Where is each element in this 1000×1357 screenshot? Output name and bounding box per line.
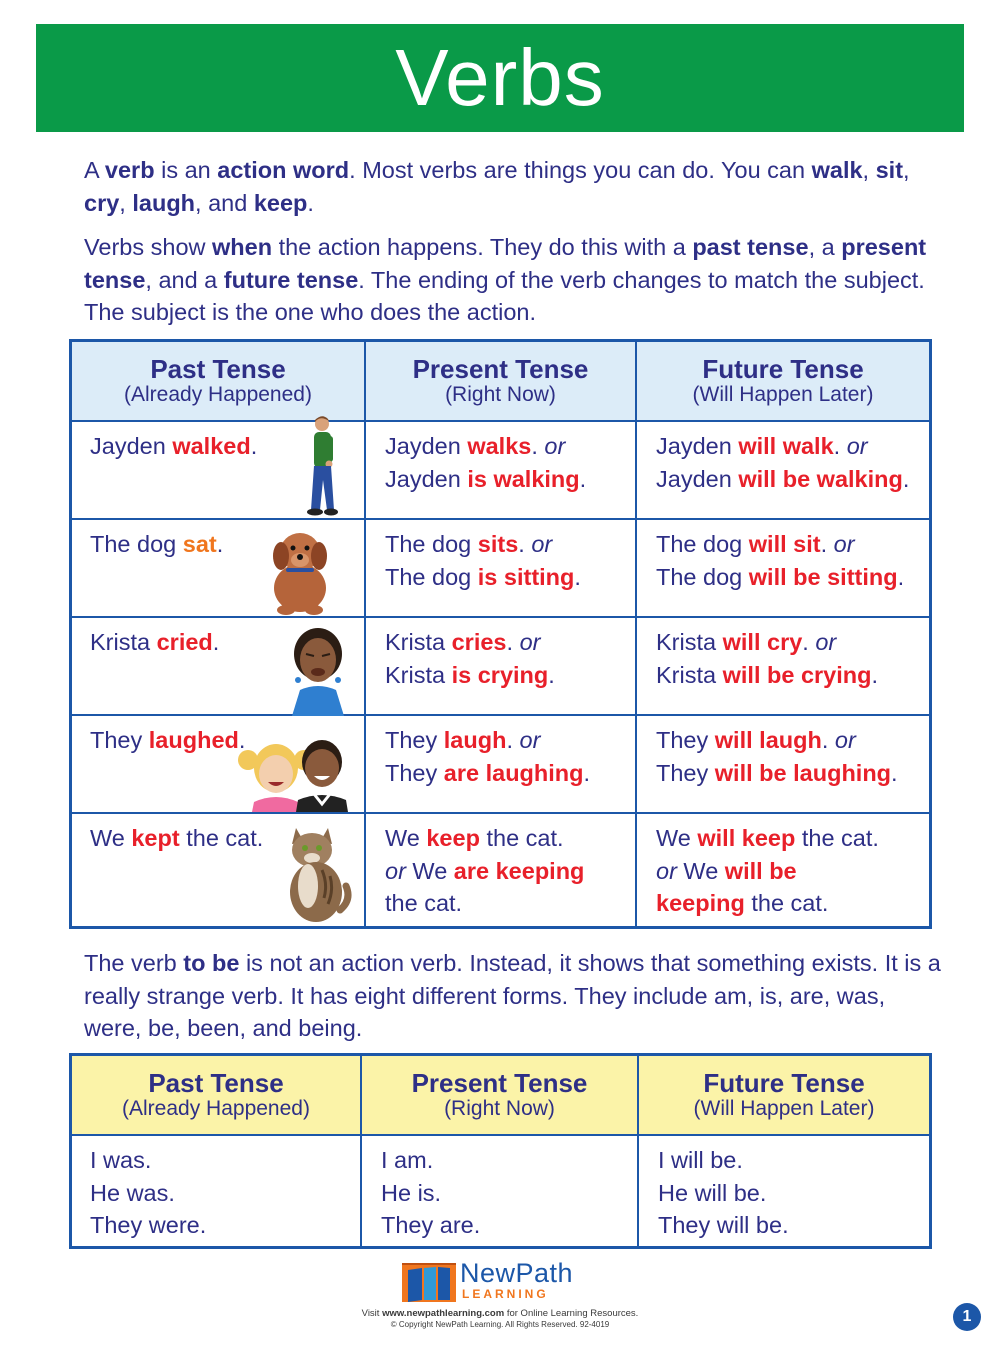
or-connector: or (519, 629, 541, 655)
future-sentence (656, 822, 879, 920)
cat-illustration (282, 820, 352, 924)
present-sentence (385, 626, 555, 691)
future-sentence (656, 528, 904, 593)
text-run: Jayden (656, 465, 739, 492)
future-cell (637, 1136, 929, 1246)
bold-term: future tense (223, 266, 359, 293)
text-run: . (216, 531, 224, 557)
sentence-line (385, 626, 555, 659)
text-run: . Most verbs are things you can do. You can (349, 157, 812, 183)
text-run: . (518, 531, 532, 557)
sentence-line (90, 724, 245, 757)
bold-term: past tense (692, 234, 809, 260)
verb-highlight: laughed (148, 727, 239, 753)
sentence-line (656, 855, 879, 888)
sentence-line (656, 430, 909, 463)
sentence-line (385, 757, 590, 790)
text-run: They (385, 727, 444, 753)
text-run: We (385, 825, 427, 851)
form-line: I will be. (658, 1147, 743, 1173)
future-sentence (656, 724, 898, 789)
text-run: the action happens. They do this with a (272, 234, 693, 260)
text-run: . (548, 661, 555, 688)
bold-term: action word (217, 157, 350, 183)
bold-term: sit (875, 157, 904, 183)
or-connector: or (846, 433, 868, 459)
intro-paragraph-2 (84, 231, 944, 329)
website-link[interactable]: www.newpathlearning.com (382, 1308, 505, 1319)
text-run: the cat. (479, 825, 564, 851)
present-sentence (385, 724, 590, 789)
text-run: They (385, 759, 444, 786)
header-title: Future Tense (703, 1068, 865, 1098)
verb-highlight: walks (467, 433, 532, 459)
form-line: They were. (90, 1212, 207, 1238)
past-sentence (90, 430, 257, 463)
text-run: the cat. (179, 825, 264, 851)
page-title: Verbs (395, 33, 605, 122)
sentence-line (385, 659, 555, 692)
future-cell (635, 422, 929, 518)
verb-highlight: walked (172, 433, 251, 459)
bold-term: laugh (132, 189, 196, 216)
sentence-line (385, 822, 584, 855)
sentence-line (385, 724, 590, 757)
visit-prefix: Visit (361, 1308, 383, 1319)
text-run: We (656, 825, 698, 851)
past-sentence (90, 724, 245, 757)
header-title: Past Tense (148, 1068, 284, 1098)
table-row (72, 812, 929, 926)
verb-highlight: will be laughing (714, 759, 892, 786)
sentence-line (385, 561, 581, 594)
form-line: They will be. (658, 1212, 789, 1238)
or-connector: or (815, 629, 837, 655)
future-sentence (656, 430, 909, 495)
verb-highlight: will be sitting (748, 563, 898, 590)
form-line: I am. (381, 1147, 434, 1173)
intro-paragraph-1 (84, 154, 944, 219)
text-run: Jayden (90, 433, 173, 459)
sentence-line (656, 528, 904, 561)
text-run: . (902, 465, 910, 492)
verb-highlight: will cry (722, 629, 803, 655)
text-run: . (238, 727, 246, 753)
verb-tense-table (69, 339, 932, 929)
text-run: . (871, 661, 879, 688)
verb-highlight: are laughing (443, 759, 584, 786)
sentence-line (656, 822, 879, 855)
header-title: Past Tense (150, 354, 286, 384)
future-cell (635, 814, 929, 926)
text-run: is not an action verb. Instead, it shows that something exists. It is a really strange verb. It has eight different forms. They include am, is, are, was, were, be, been, and being. (84, 950, 941, 1041)
sitting-dog-illustration (260, 526, 340, 616)
or-connector: or (385, 857, 406, 884)
text-run: . (891, 759, 898, 786)
text-run: Krista (656, 629, 723, 655)
table-row (72, 1134, 929, 1246)
header-past (72, 342, 364, 420)
header-subtitle: (Right Now) (445, 383, 556, 406)
text-run: is an (154, 157, 218, 183)
text-run: The dog (656, 531, 749, 557)
present-cell (364, 520, 635, 616)
text-run: Krista (90, 629, 157, 655)
text-run: . (574, 563, 581, 590)
sentence-line (90, 626, 219, 659)
to-be-paragraph (84, 947, 944, 1045)
text-run: , (903, 157, 910, 183)
text-run: , (862, 157, 876, 183)
laughing-kids-illustration (236, 732, 362, 812)
verb-highlight: are keeping (453, 857, 585, 884)
header-subtitle: (Will Happen Later) (693, 1097, 875, 1120)
sentence-line (385, 463, 586, 496)
bold-term: walk (811, 157, 863, 183)
text-run: Krista (656, 661, 723, 688)
title-banner (36, 24, 964, 132)
text-run: , and a (145, 266, 224, 293)
or-connector: or (656, 857, 677, 884)
sentence-line (385, 430, 586, 463)
text-run: . (821, 727, 835, 753)
past-forms (90, 1144, 206, 1242)
past-cell (72, 618, 364, 714)
verb-highlight: sat (182, 531, 217, 557)
sentence-line (656, 463, 909, 496)
present-cell (360, 1136, 637, 1246)
books-logo-icon (400, 1258, 458, 1304)
table-row (72, 518, 929, 616)
sentence-line (656, 887, 879, 920)
text-run: , and (195, 189, 254, 216)
header-present (364, 342, 635, 420)
or-connector: or (519, 727, 541, 753)
text-run: Jayden (385, 433, 468, 459)
verb-highlight: kept (131, 825, 180, 851)
text-run: We (676, 857, 725, 884)
verb-highlight: laugh (443, 727, 507, 753)
text-run: . (802, 629, 816, 655)
sentence-line (656, 724, 898, 757)
text-run: Verbs show (84, 234, 213, 260)
header-subtitle: (Already Happened) (124, 383, 312, 406)
bold-term: keep (253, 189, 308, 216)
form-line: He will be. (658, 1179, 767, 1206)
text-run: The dog (90, 531, 183, 557)
form-line: He is. (381, 1179, 442, 1206)
to-be-tense-table (69, 1053, 932, 1249)
sentence-line (656, 626, 878, 659)
sentence-line (656, 561, 904, 594)
text-run: . (506, 629, 520, 655)
text-run: the cat. (795, 825, 879, 851)
text-run: . (250, 433, 258, 459)
present-cell (364, 618, 635, 714)
past-cell (72, 814, 364, 926)
sentence-line (90, 528, 223, 561)
verb-highlight: will be walking (738, 465, 903, 492)
text-run: . (506, 727, 520, 753)
header-title: Future Tense (702, 354, 864, 384)
text-run: Jayden (385, 465, 468, 492)
sentence-line (656, 659, 878, 692)
header-present (360, 1056, 637, 1134)
page-number-badge: 1 (953, 1303, 981, 1331)
present-sentence (385, 528, 581, 593)
header-future (635, 342, 929, 420)
text-run: We (90, 825, 132, 851)
future-forms (658, 1144, 789, 1242)
past-cell (72, 716, 364, 812)
table-row (72, 616, 929, 714)
header-future (637, 1056, 929, 1134)
verb-highlight: is crying (451, 661, 549, 688)
bold-term: verb (104, 157, 155, 183)
sentence-line (656, 757, 898, 790)
sentence-line (90, 430, 257, 463)
text-run: Krista (385, 661, 452, 688)
text-run: They (656, 727, 715, 753)
verb-highlight: is sitting (477, 563, 575, 590)
text-run: They (90, 727, 149, 753)
text-run: A (84, 157, 105, 183)
bold-term: to be (183, 950, 240, 976)
text-run: . The ending of the verb changes to match the subject. The subject is the one who does the action. (84, 266, 925, 325)
verb-highlight: will walk (738, 433, 834, 459)
text-run: The dog (385, 531, 478, 557)
header-title: Present Tense (411, 1068, 588, 1098)
text-run: . (579, 465, 587, 492)
verb-highlight: will be crying (722, 661, 872, 688)
verb-highlight: cries (451, 629, 507, 655)
logo-wordmark: NewPath (460, 1258, 574, 1288)
present-cell (364, 814, 635, 926)
sentence-line (385, 528, 581, 561)
table-row (72, 420, 929, 518)
header-subtitle: (Right Now) (444, 1097, 555, 1120)
footer-visit-line (0, 1308, 1000, 1319)
past-cell (72, 422, 364, 518)
verb-highlight: will keep (697, 825, 796, 851)
past-sentence (90, 626, 219, 659)
future-sentence (656, 626, 878, 691)
table-row (72, 714, 929, 812)
verb-highlight: sits (477, 531, 519, 557)
header-title: Present Tense (412, 354, 589, 384)
form-line: He was. (90, 1179, 175, 1206)
verb-highlight: will sit (748, 531, 821, 557)
text-run: , (119, 189, 133, 216)
or-connector: or (833, 531, 855, 557)
present-cell (364, 422, 635, 518)
text-run: The dog (656, 563, 749, 590)
bold-term: cry (84, 189, 120, 216)
bold-term: when (212, 234, 273, 260)
bold-term: present tense (84, 234, 927, 293)
form-line: They are. (381, 1212, 481, 1238)
text-run: The verb (84, 950, 184, 976)
text-run: We (405, 857, 454, 884)
verb-highlight: keeping (656, 890, 745, 916)
present-cell (364, 716, 635, 812)
text-run: . (897, 563, 905, 590)
text-run: . (583, 759, 591, 786)
sentence-line (90, 822, 263, 855)
visit-suffix: for Online Learning Resources. (504, 1308, 639, 1319)
copyright-line: © Copyright NewPath Learning. All Rights Reserved. 92-4019 (390, 1320, 610, 1329)
past-sentence (90, 528, 223, 561)
table-header-row (72, 342, 929, 420)
sentence-line (385, 887, 584, 920)
text-run: . (307, 189, 314, 216)
text-run: . (833, 433, 847, 459)
walking-boy-illustration (298, 414, 354, 518)
or-connector: or (544, 433, 566, 459)
crying-girl-illustration (278, 624, 358, 716)
past-cell (72, 520, 364, 616)
text-run: . (820, 531, 834, 557)
future-cell (635, 716, 929, 812)
future-cell (635, 520, 929, 616)
verb-highlight: will be (724, 857, 797, 884)
verb-highlight: cried (156, 629, 213, 655)
text-run: . (212, 629, 220, 655)
text-run: . (531, 433, 545, 459)
text-run: The dog (385, 563, 478, 590)
header-subtitle: (Will Happen Later) (692, 383, 874, 406)
past-sentence (90, 822, 263, 855)
verb-highlight: will laugh (714, 727, 822, 753)
present-forms (381, 1144, 480, 1242)
verb-highlight: is walking (467, 465, 580, 492)
sentence-line (385, 855, 584, 888)
text-run: the cat. (744, 890, 829, 916)
text-run: They (656, 759, 715, 786)
present-sentence (385, 430, 586, 495)
table-header-row (72, 1056, 929, 1134)
future-cell (635, 618, 929, 714)
present-sentence (385, 822, 584, 920)
logo-subtext: LEARNING (462, 1287, 549, 1301)
newpath-logo (400, 1258, 600, 1306)
text-run: Krista (385, 629, 452, 655)
text-run: Jayden (656, 433, 739, 459)
header-past (72, 1056, 360, 1134)
verb-highlight: keep (426, 825, 480, 851)
or-connector: or (531, 531, 553, 557)
header-subtitle: (Already Happened) (122, 1097, 310, 1120)
or-connector: or (834, 727, 856, 753)
text-run: , a (808, 234, 842, 260)
form-line: I was. (90, 1147, 152, 1173)
text-run: the cat. (385, 890, 463, 916)
past-cell (72, 1136, 360, 1246)
